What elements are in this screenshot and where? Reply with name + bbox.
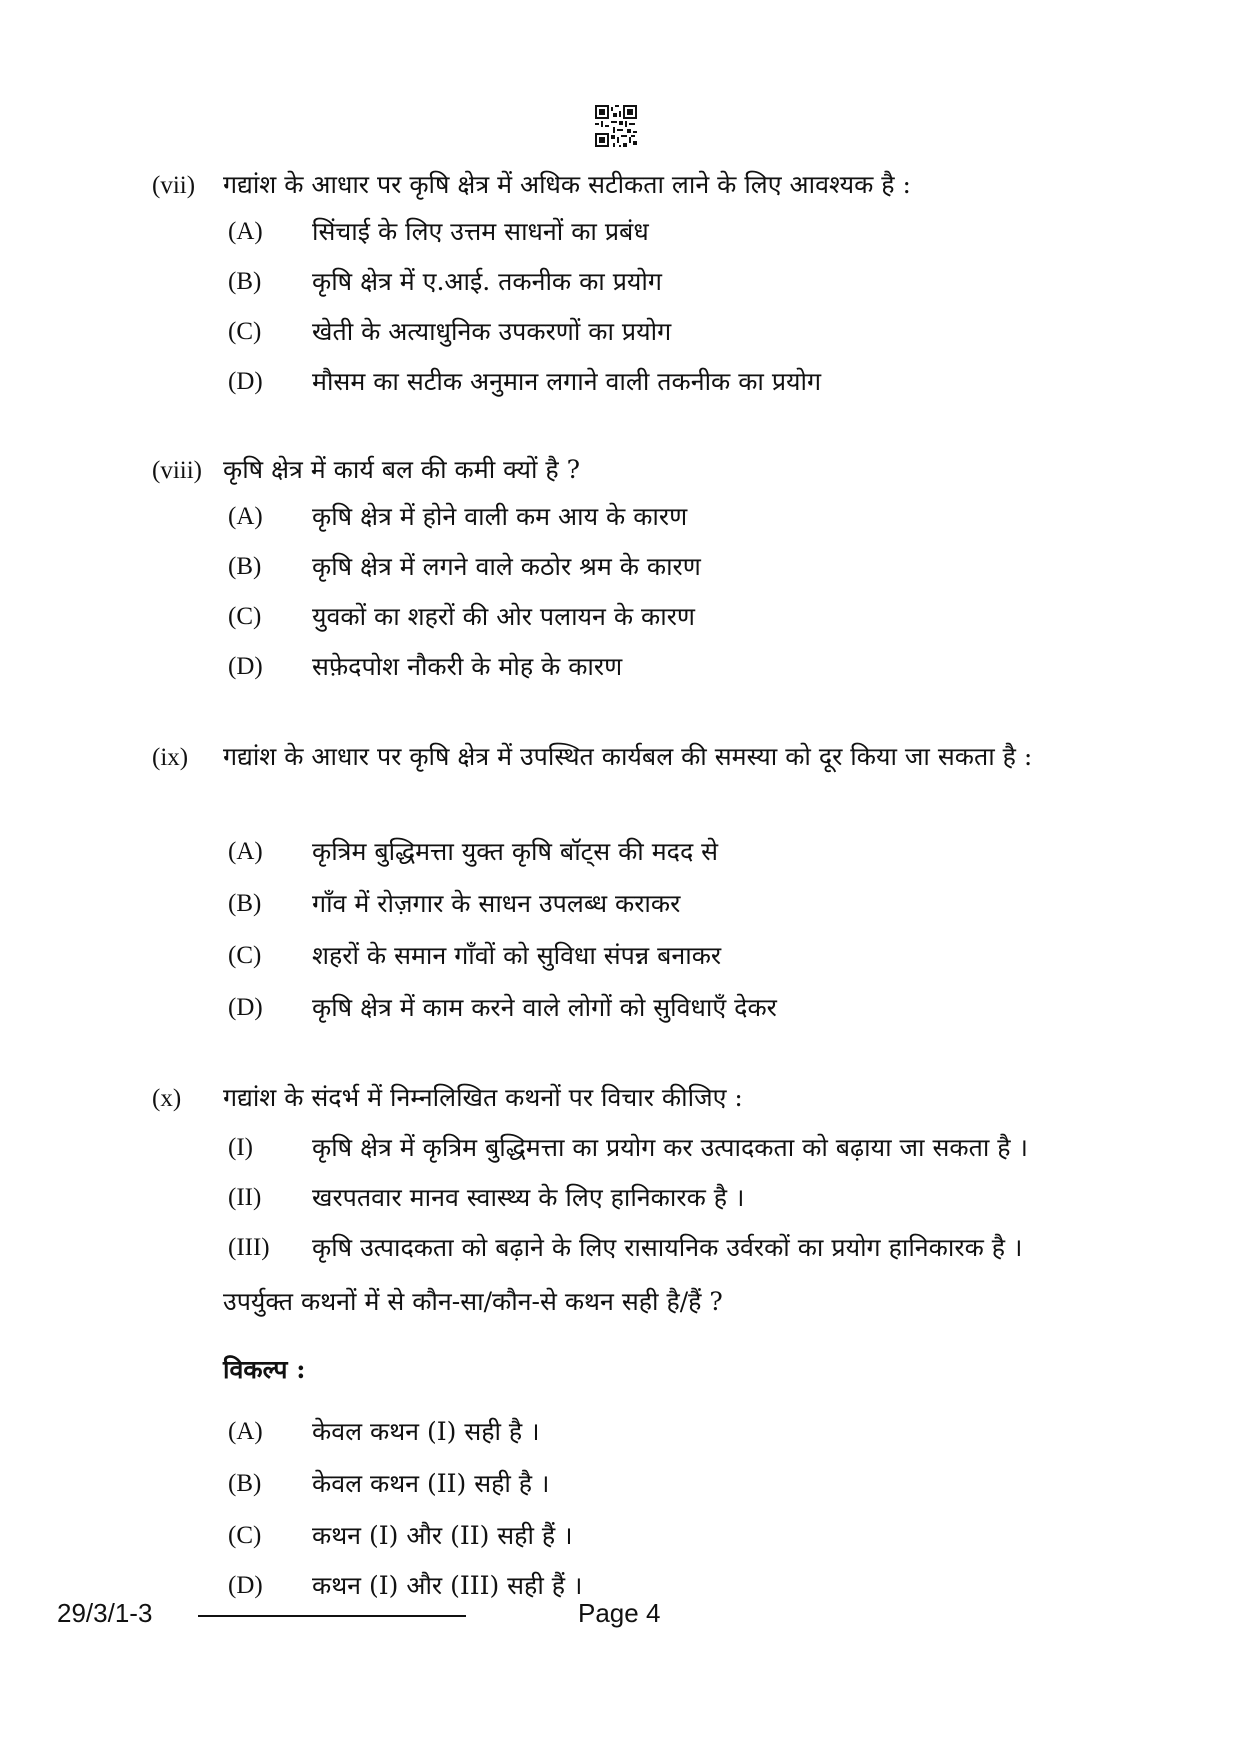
statement-iii — [0, 1228, 1241, 1268]
option-d — [0, 362, 1241, 402]
option-b — [0, 1464, 1241, 1504]
option-label: (B) — [228, 268, 262, 295]
option-text: सिंचाई के लिए उत्तम साधनों का प्रबंध — [312, 217, 649, 246]
option-label: (D) — [228, 368, 263, 395]
option-a — [0, 1412, 1241, 1452]
option-label: (B) — [228, 553, 262, 580]
qr-code — [595, 105, 637, 147]
option-text: कृत्रिम बुद्धिमत्ता युक्त कृषि बॉट्स की मदद से — [312, 837, 719, 866]
option-c — [0, 597, 1241, 637]
option-text: कृषि क्षेत्र में होने वाली कम आय के कारण — [312, 502, 688, 531]
statement-i — [0, 1128, 1241, 1168]
question-text: कृषि क्षेत्र में कार्य बल की कमी क्यों है ? — [223, 455, 581, 484]
option-text: युवकों का शहरों की ओर पलायन के कारण — [312, 602, 696, 631]
option-text: कृषि क्षेत्र में लगने वाले कठोर श्रम के कारण — [312, 552, 701, 581]
option-text: कथन (I) और (II) सही हैं । — [312, 1521, 573, 1550]
question-number: (vii) — [152, 172, 196, 199]
option-label: (B) — [228, 890, 262, 917]
option-text: कथन (I) और (III) सही हैं । — [312, 1571, 583, 1600]
option-text: मौसम का सटीक अनुमान लगाने वाली तकनीक का प्रयोग — [312, 367, 822, 396]
question-text: गद्यांश के संदर्भ में निम्नलिखित कथनों पर विचार कीजिए : — [223, 1083, 743, 1112]
option-b — [0, 262, 1241, 302]
question-text: गद्यांश के आधार पर कृषि क्षेत्र में अधिक सटीकता लाने के लिए आवश्यक है : — [223, 170, 911, 199]
option-label: (B) — [228, 1470, 262, 1497]
option-text: सफ़ेदपोश नौकरी के मोह के कारण — [312, 652, 623, 681]
statement-ii — [0, 1178, 1241, 1218]
paper-code: 29/3/1-3 — [57, 1598, 153, 1628]
option-label: (D) — [228, 1572, 263, 1599]
option-a — [0, 832, 1241, 872]
option-text: केवल कथन (II) सही है । — [312, 1469, 550, 1498]
footer-rule — [198, 1615, 466, 1617]
option-label: (A) — [228, 1418, 263, 1445]
option-label: (C) — [228, 1522, 262, 1549]
option-text: खेती के अत्याधुनिक उपकरणों का प्रयोग — [312, 317, 672, 346]
option-d — [0, 988, 1241, 1028]
option-d — [0, 647, 1241, 687]
statement-label: (II) — [228, 1184, 262, 1211]
choices-heading: विकल्प : — [223, 1355, 306, 1384]
option-label: (C) — [228, 318, 262, 345]
option-text: कृषि क्षेत्र में काम करने वाले लोगों को सुविधाएँ देकर — [312, 993, 777, 1022]
option-c — [0, 936, 1241, 976]
option-c — [0, 1516, 1241, 1556]
statement-label: (I) — [228, 1134, 253, 1161]
option-c — [0, 312, 1241, 352]
option-text: कृषि क्षेत्र में ए.आई. तकनीक का प्रयोग — [312, 267, 662, 296]
statement-text: कृषि क्षेत्र में कृत्रिम बुद्धिमत्ता का प्रयोग कर उत्पादकता को बढ़ाया जा सकता है । — [312, 1133, 1028, 1162]
statement-label: (III) — [228, 1234, 270, 1261]
option-label: (A) — [228, 503, 263, 530]
option-label: (D) — [228, 653, 263, 680]
option-text: गाँव में रोज़गार के साधन उपलब्ध कराकर — [312, 889, 681, 918]
question-text: गद्यांश के आधार पर कृषि क्षेत्र में उपस्थित कार्यबल की समस्या को दूर किया जा सकता है : — [223, 742, 1033, 771]
option-label: (C) — [228, 603, 262, 630]
question-number: (ix) — [152, 744, 189, 771]
option-text: केवल कथन (I) सही है । — [312, 1417, 540, 1446]
option-label: (D) — [228, 994, 263, 1021]
option-a — [0, 212, 1241, 252]
option-text: शहरों के समान गाँवों को सुविधा संपन्न बनाकर — [312, 941, 722, 970]
option-a — [0, 497, 1241, 537]
question-number: (x) — [152, 1085, 182, 1112]
option-b — [0, 884, 1241, 924]
statement-prompt: उपर्युक्त कथनों में से कौन-सा/कौन-से कथन सही है/हैं ? — [223, 1287, 723, 1316]
option-label: (C) — [228, 942, 262, 969]
option-label: (A) — [228, 838, 263, 865]
option-b — [0, 547, 1241, 587]
statement-text: कृषि उत्पादकता को बढ़ाने के लिए रासायनिक उर्वरकों का प्रयोग हानिकारक है । — [312, 1233, 1023, 1262]
page-number: Page 4 — [578, 1598, 661, 1628]
option-label: (A) — [228, 218, 263, 245]
question-number: (viii) — [152, 457, 202, 484]
statement-text: खरपतवार मानव स्वास्थ्य के लिए हानिकारक है । — [312, 1183, 745, 1212]
